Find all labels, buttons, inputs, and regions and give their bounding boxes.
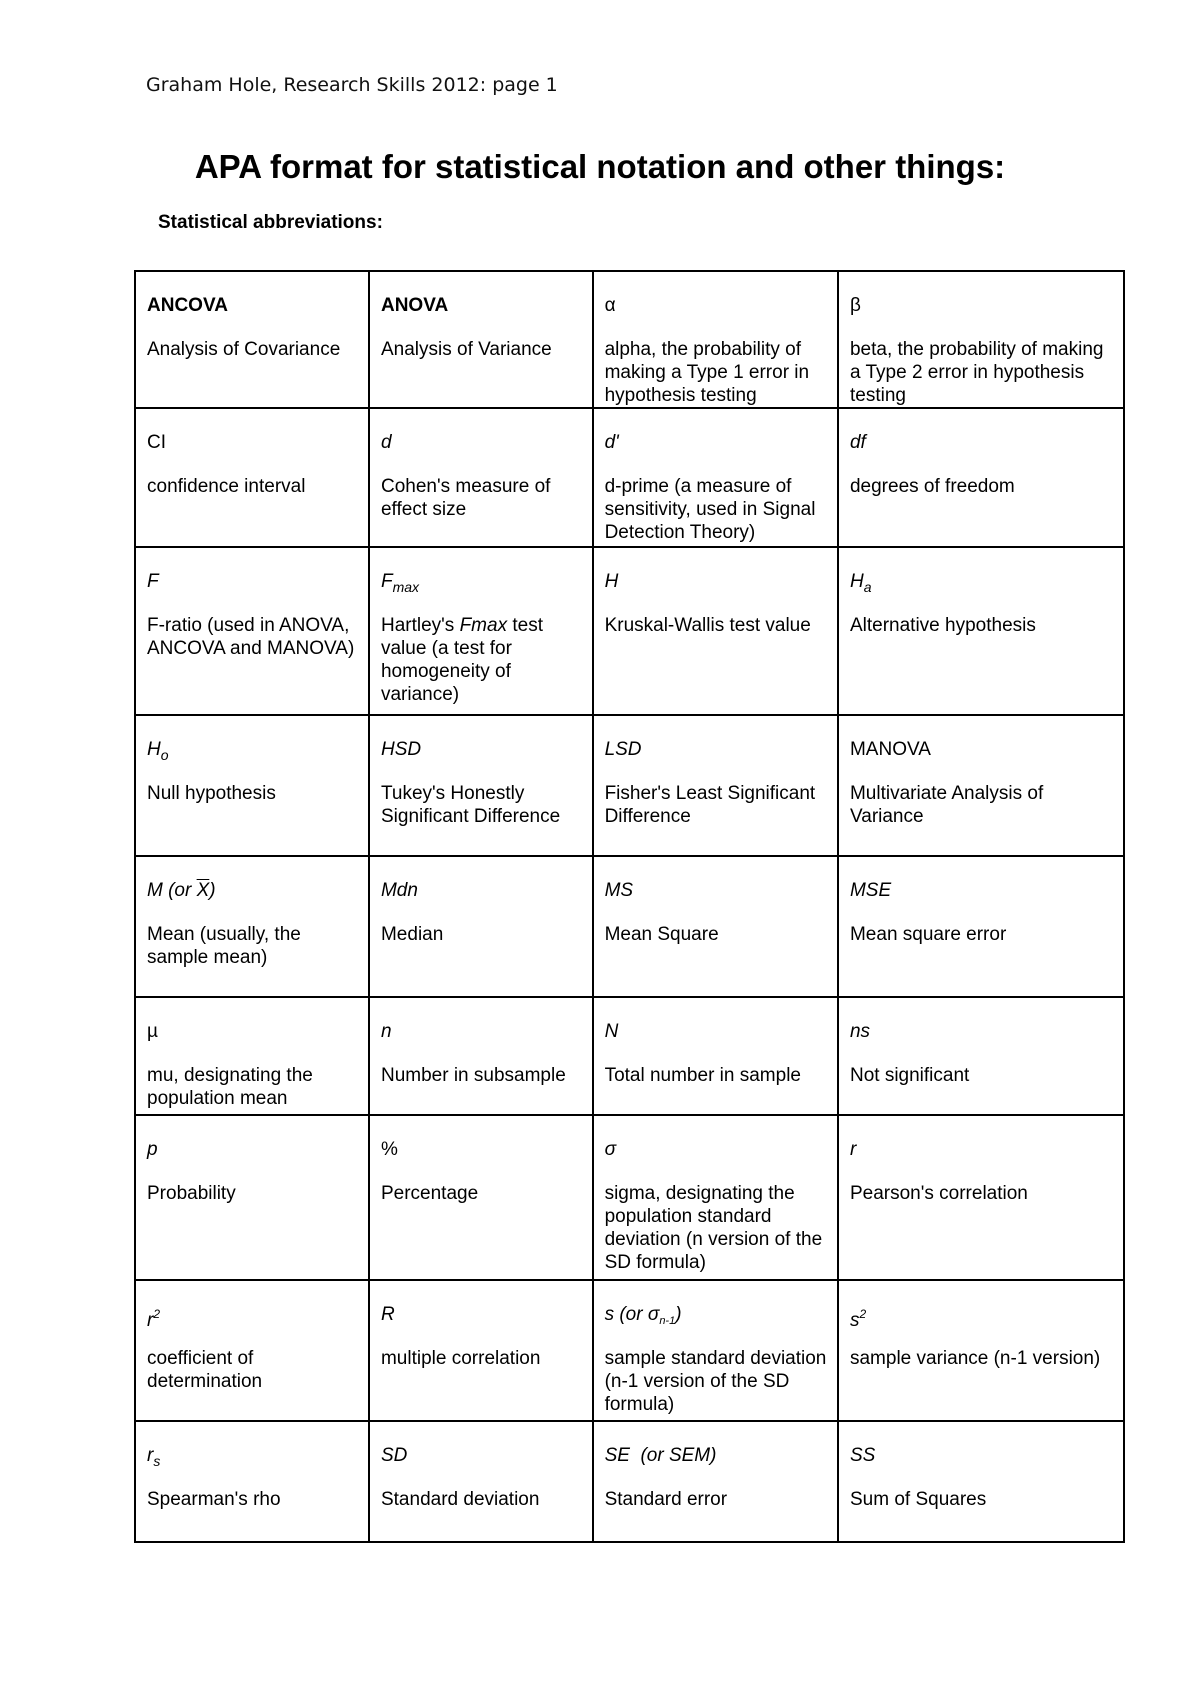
- abbreviation-description: Mean Square: [604, 924, 719, 945]
- table-cell: [593, 547, 838, 715]
- abbreviation-description: beta, the probability of making a Type 2 error in hypothesis testing: [849, 339, 1104, 406]
- table-row: [135, 271, 1124, 408]
- abbreviation-symbol: MS: [604, 880, 634, 901]
- document-title: APA format for statistical notation and other things:: [194, 148, 1006, 185]
- abbreviation-description: Kruskal-Wallis test value: [604, 615, 811, 636]
- table-cell: [135, 997, 369, 1115]
- table-cell: [838, 715, 1124, 856]
- table-cell: [135, 1115, 369, 1280]
- table-cell: [369, 408, 593, 547]
- table-row: [135, 1421, 1124, 1542]
- abbreviation-description: d-prime (a measure of sensitivity, used in Signal Detection Theory): [604, 476, 816, 543]
- abbreviation-description: Multivariate Analysis of Variance: [849, 783, 1044, 827]
- abbreviation-symbol: ANCOVA: [147, 295, 228, 316]
- abbreviation-description: Standard deviation: [380, 1489, 540, 1510]
- abbreviation-description: Hartley's Fmax test value (a test for homogeneity of variance): [380, 615, 543, 705]
- table-cell: [838, 408, 1124, 547]
- abbreviation-description: mu, designating the population mean: [147, 1065, 313, 1109]
- abbreviation-symbol: s (or $\sigma_{n-1}$): [604, 1304, 682, 1327]
- abbreviation-description: Pearson's correlation: [849, 1183, 1028, 1204]
- abbreviation-symbol: SS: [849, 1445, 876, 1466]
- abbreviation-symbol: CI: [147, 432, 166, 453]
- table-cell: [838, 1421, 1124, 1542]
- table-cell: [593, 408, 838, 547]
- abbreviation-symbol: Mdn: [380, 880, 418, 901]
- abbreviation-description: Mean (usually, the sample mean): [147, 924, 301, 968]
- table-cell: [593, 997, 838, 1115]
- abbreviation-description: Cohen's measure of effect size: [380, 476, 551, 520]
- abbreviation-symbol: σ: [604, 1139, 617, 1160]
- table-cell: [369, 715, 593, 856]
- abbreviation-description: Mean square error: [849, 924, 1007, 945]
- abbreviation-symbol: µ: [147, 1021, 158, 1042]
- table-cell: [369, 547, 593, 715]
- abbreviation-symbol: d': [604, 432, 619, 453]
- abbreviation-symbol: ANOVA: [380, 295, 449, 316]
- table-row: [135, 547, 1124, 715]
- table-cell: [593, 1280, 838, 1421]
- abbreviation-symbol: MSE: [849, 880, 892, 901]
- abbreviation-symbol: $s^2$: [849, 1307, 867, 1331]
- table-cell: [135, 271, 369, 408]
- table-cell: [369, 856, 593, 997]
- table-cell: [135, 1421, 369, 1542]
- table-cell: [135, 1280, 369, 1421]
- abbreviation-symbol: N: [604, 1021, 619, 1042]
- abbreviation-description: Tukey's Honestly Significant Difference: [380, 783, 561, 827]
- abbreviation-symbol: %: [380, 1139, 398, 1160]
- abbreviation-symbol: M (or $\overline{X}$): [147, 880, 216, 901]
- abbreviation-description: Analysis of Covariance: [147, 339, 341, 360]
- table-cell: [593, 715, 838, 856]
- abbreviation-description: Number in subsample: [380, 1065, 566, 1086]
- abbreviation-description: Probability: [147, 1183, 236, 1204]
- abbreviation-description: Spearman's rho: [147, 1489, 281, 1510]
- abbreviation-description: Not significant: [849, 1065, 970, 1086]
- abbreviation-symbol: MANOVA: [849, 739, 931, 760]
- abbreviation-symbol: p: [147, 1139, 158, 1160]
- table-row: [135, 1115, 1124, 1280]
- abbreviation-description: Median: [380, 924, 444, 945]
- table-cell: [838, 271, 1124, 408]
- table-row: [135, 856, 1124, 997]
- table-cell: [593, 1421, 838, 1542]
- table-cell: [838, 1115, 1124, 1280]
- table-cell: [838, 547, 1124, 715]
- abbreviation-description: sample variance (n-1 version): [849, 1348, 1101, 1369]
- abbreviation-description: multiple correlation: [380, 1348, 541, 1369]
- table-cell: [838, 997, 1124, 1115]
- abbreviation-description: Alternative hypothesis: [849, 615, 1036, 636]
- abbreviation-description: Fisher's Least Significant Difference: [604, 783, 816, 827]
- table-cell: [135, 547, 369, 715]
- table-cell: [593, 271, 838, 408]
- abbreviation-symbol: $r_s$: [147, 1445, 161, 1469]
- abbreviation-symbol: α: [604, 295, 616, 316]
- abbreviation-description: Percentage: [380, 1183, 479, 1204]
- table-cell: [838, 1280, 1124, 1421]
- abbreviation-symbol: ns: [849, 1021, 871, 1042]
- abbreviation-description: Null hypothesis: [147, 783, 276, 804]
- abbreviation-description: Sum of Squares: [849, 1489, 987, 1510]
- abbreviation-symbol: $r^2$: [147, 1307, 161, 1331]
- table-cell: [838, 856, 1124, 997]
- abbreviation-symbol: LSD: [604, 739, 642, 760]
- abbreviation-symbol: n: [380, 1021, 392, 1042]
- table-row: [135, 997, 1124, 1115]
- abbreviation-description: sigma, designating the population standard deviation (n version of the SD formula): [604, 1183, 823, 1273]
- table-cell: [369, 1421, 593, 1542]
- table-cell: [135, 856, 369, 997]
- abbreviation-symbol: $F_{max}$: [380, 571, 420, 595]
- abbreviation-symbol: df: [849, 432, 866, 453]
- abbreviation-symbol: r: [849, 1139, 857, 1160]
- abbreviation-symbol: H: [604, 571, 619, 592]
- table-cell: [369, 271, 593, 408]
- abbreviation-symbol: $H_a$: [849, 571, 872, 595]
- section-heading: Statistical abbreviations:: [158, 212, 383, 233]
- abbreviation-description: alpha, the probability of making a Type 1 error in hypothesis testing: [604, 339, 810, 406]
- table-cell: [593, 1115, 838, 1280]
- abbreviation-symbol: $H_o$: [147, 739, 169, 763]
- abbreviation-symbol: F: [147, 571, 159, 592]
- table-row: [135, 408, 1124, 547]
- table-cell: [369, 1115, 593, 1280]
- abbreviation-symbol: R: [380, 1304, 395, 1325]
- table-cell: [135, 408, 369, 547]
- abbreviation-symbol: d: [380, 432, 392, 453]
- table-row: [135, 1280, 1124, 1421]
- running-head: Graham Hole, Research Skills 2012: page 1: [146, 74, 558, 96]
- abbreviation-symbol: HSD: [380, 739, 422, 760]
- abbreviation-description: confidence interval: [147, 476, 306, 497]
- abbreviation-symbol: SD: [380, 1445, 408, 1466]
- abbreviation-description: coefficient of determination: [147, 1348, 263, 1392]
- abbreviation-description: degrees of freedom: [849, 476, 1015, 497]
- table-cell: [135, 715, 369, 856]
- abbreviation-symbol: β: [849, 295, 861, 316]
- table-row: [135, 715, 1124, 856]
- table-cell: [369, 1280, 593, 1421]
- abbreviation-description: sample standard deviation (n-1 version of the SD formula): [604, 1348, 827, 1415]
- abbreviation-description: Analysis of Variance: [380, 339, 552, 360]
- abbreviation-description: Total number in sample: [604, 1065, 801, 1086]
- table-cell: [369, 997, 593, 1115]
- abbreviation-description: Standard error: [604, 1489, 728, 1510]
- abbreviation-symbol: SE (or SEM): [604, 1445, 717, 1466]
- abbreviation-description: F-ratio (used in ANOVA, ANCOVA and MANOVA): [147, 615, 355, 659]
- abbreviations-table: [134, 270, 1125, 1543]
- table-cell: [593, 856, 838, 997]
